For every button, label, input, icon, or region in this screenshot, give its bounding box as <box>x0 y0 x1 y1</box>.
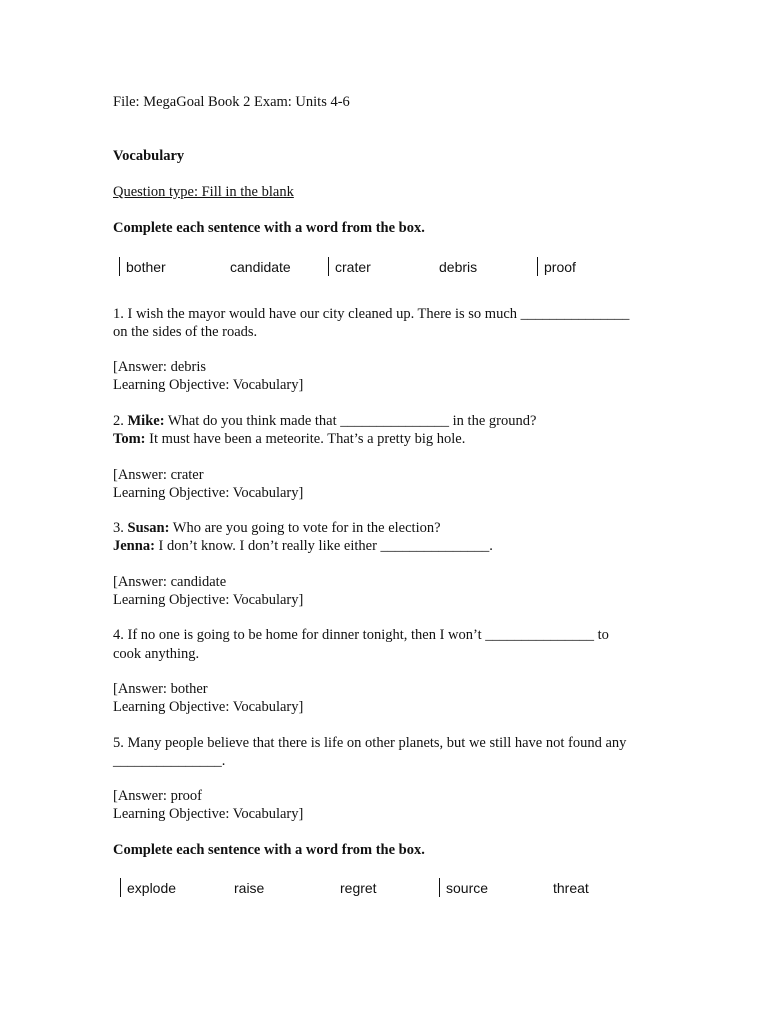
dialogue-text: I don’t know. I don’t really like either _______________. <box>154 538 493 554</box>
word-box-item: regret <box>340 880 377 896</box>
objective-1: Learning Objective: Vocabulary] <box>113 377 304 393</box>
word-box-item: raise <box>234 880 265 896</box>
question-4-line-1: 4. If no one is going to be home for dinner tonight, then I won’t _______________ to <box>113 627 609 643</box>
word-box-item: proof <box>544 259 576 275</box>
answer-4: [Answer: bother <box>113 681 208 697</box>
question-1-line-2: on the sides of the roads. <box>113 324 258 340</box>
dialogue-text: Who are you going to vote for in the election? <box>169 520 441 536</box>
word-box-1 <box>113 257 658 277</box>
objective-4: Learning Objective: Vocabulary] <box>113 699 304 715</box>
word-box-item: source <box>446 880 489 896</box>
word-box-item: crater <box>335 259 371 275</box>
speaker-name: Susan: <box>127 520 170 536</box>
word-box-divider <box>537 257 538 276</box>
question-2-line-1 <box>113 412 536 430</box>
dialogue-text: What do you think made that _______________ in the ground? <box>164 413 537 429</box>
objective-2: Learning Objective: Vocabulary] <box>113 485 304 501</box>
word-box-divider <box>119 257 120 276</box>
objective-5: Learning Objective: Vocabulary] <box>113 806 304 822</box>
question-1-line-1: 1. I wish the mayor would have our city cleaned up. There is so much _______________ <box>113 306 630 322</box>
word-box-item: bother <box>126 259 166 275</box>
question-2-line-2 <box>113 430 465 448</box>
word-box-item: debris <box>439 259 478 275</box>
speaker-name: Mike: <box>127 413 165 429</box>
answer-2: [Answer: crater <box>113 467 204 483</box>
word-box-divider <box>328 257 329 276</box>
speaker-name: Tom: <box>113 431 146 447</box>
word-box-2 <box>113 878 658 898</box>
answer-5: [Answer: proof <box>113 788 202 804</box>
question-number: 2. <box>113 413 124 429</box>
section-title: Vocabulary <box>113 148 185 164</box>
question-3-line-1 <box>113 519 441 537</box>
word-box-item: candidate <box>230 259 291 275</box>
answer-1: [Answer: debris <box>113 359 207 375</box>
file-line: File: MegaGoal Book 2 Exam: Units 4-6 <box>113 94 350 110</box>
question-number: 3. <box>113 520 124 536</box>
word-box-divider <box>120 878 121 897</box>
question-5-line-2: _______________. <box>113 753 226 769</box>
speaker-name: Jenna: <box>113 538 155 554</box>
word-box-divider <box>439 878 440 897</box>
question-5-line-1: 5. Many people believe that there is life on other planets, but we still have not found any <box>113 735 627 751</box>
dialogue-text: It must have been a meteorite. That’s a pretty big hole. <box>145 431 466 447</box>
word-box-item: explode <box>127 880 177 896</box>
answer-3: [Answer: candidate <box>113 574 227 590</box>
instruction-2: Complete each sentence with a word from the box. <box>113 842 425 858</box>
question-3-line-2 <box>113 537 493 555</box>
word-box-item: threat <box>553 880 589 896</box>
question-4-line-2: cook anything. <box>113 646 200 662</box>
instruction-1: Complete each sentence with a word from the box. <box>113 220 425 236</box>
objective-3: Learning Objective: Vocabulary] <box>113 592 304 608</box>
question-type: Question type: Fill in the blank <box>113 184 294 200</box>
